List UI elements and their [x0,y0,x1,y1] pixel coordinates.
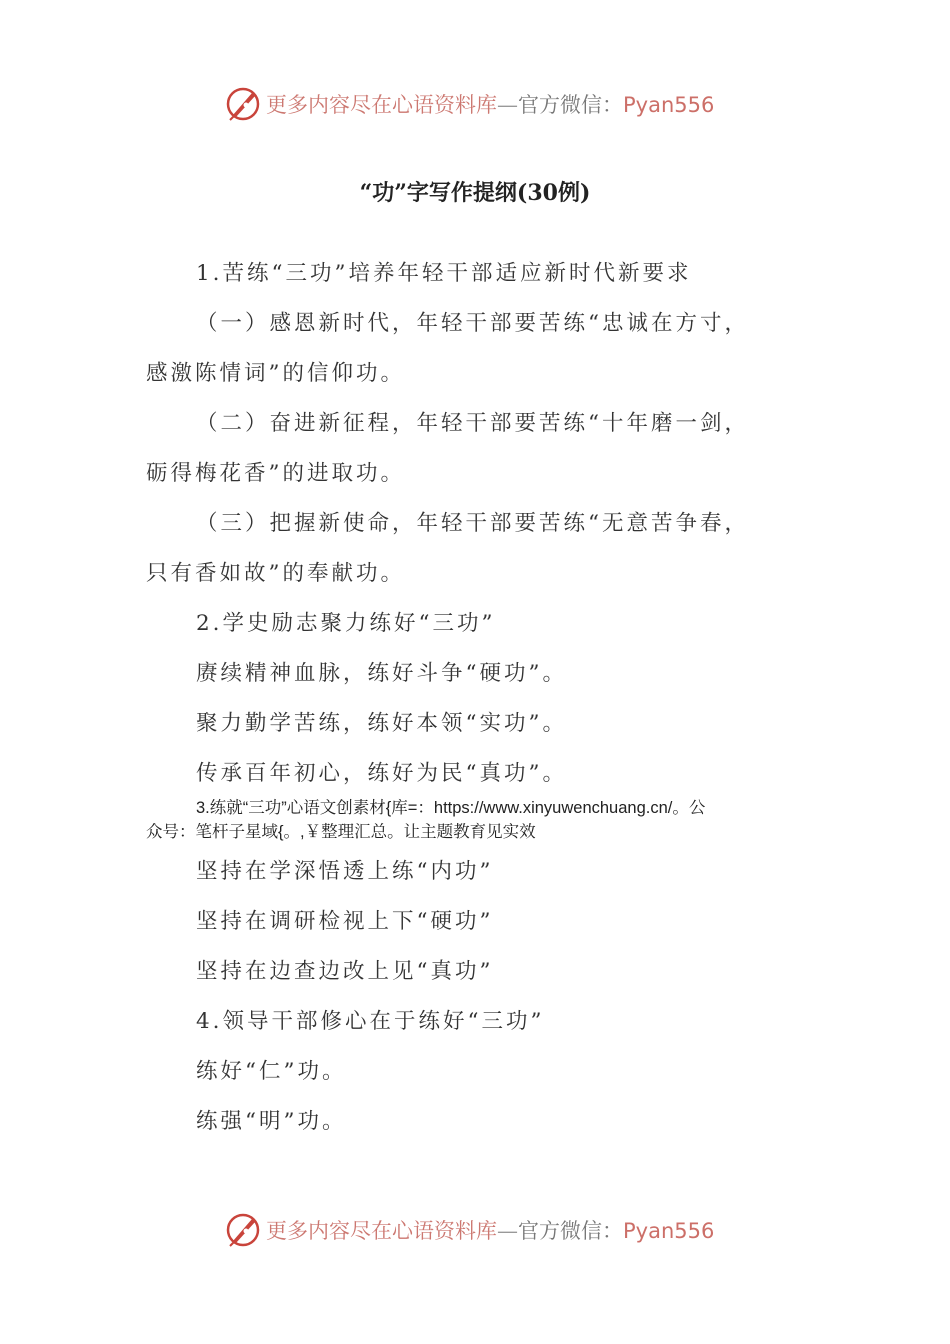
quill-pen-logo-icon [224,85,262,123]
paragraph-line: 感激陈情词”的信仰功。 [146,361,405,386]
paragraph-line: 练好“仁”功。 [196,1059,347,1084]
paragraph-line: 坚持在边查边改上见“真功” [196,959,494,984]
banner-text [266,1215,714,1245]
heading-2: 2.学史励志聚力练好“三功” [196,611,496,636]
footer-banner [224,1210,744,1250]
heading-3: 3.练就“三功”心语文创素材{库=：https://www.xinyuwenchuang.cn/。公 [196,799,706,817]
quill-pen-logo-icon [224,1211,262,1249]
paragraph-line: 坚持在调研检视上下“硬功” [196,909,494,934]
paragraph-line: 练强“明”功。 [196,1109,347,1134]
banner-separator: — [497,93,518,117]
banner-text [266,89,714,119]
heading-1: 1.苦练“三功”培养年轻干部适应新时代新要求 [196,261,692,286]
paragraph-line: （一）感恩新时代，年轻干部要苦练“忠诚在方寸， [196,311,749,336]
banner-wechat-label: 官方微信： [518,1219,623,1243]
banner-wechat-id: Pyan556 [623,1219,715,1243]
paragraph-line: 赓续精神血脉，练好斗争“硬功”。 [196,661,567,686]
paragraph-line: （三）把握新使命，年轻干部要苦练“无意苦争春， [196,511,749,536]
banner-slogan: 更多内容尽在心语资料库 [266,1219,497,1243]
banner-slogan: 更多内容尽在心语资料库 [266,93,497,117]
paragraph-line: 只有香如故”的奉献功。 [146,561,405,586]
header-banner [224,84,744,124]
document-title: “功”字写作提纲(30例) [359,180,591,206]
banner-wechat-label: 官方微信： [518,93,623,117]
paragraph-line: 众号：笔杆子星域{。,￥整理汇总。让主题教育见实效 [146,823,536,841]
paragraph-line: 聚力勤学苦练，练好本领“实功”。 [196,711,567,736]
banner-wechat-id: Pyan556 [623,93,715,117]
paragraph-line: 传承百年初心，练好为民“真功”。 [196,761,567,786]
heading-4: 4.领导干部修心在于练好“三功” [196,1009,545,1034]
banner-separator: — [497,1219,518,1243]
paragraph-line: 坚持在学深悟透上练“内功” [196,859,494,884]
paragraph-line: （二）奋进新征程，年轻干部要苦练“十年磨一剑， [196,411,749,436]
paragraph-line: 砺得梅花香”的进取功。 [146,461,405,486]
